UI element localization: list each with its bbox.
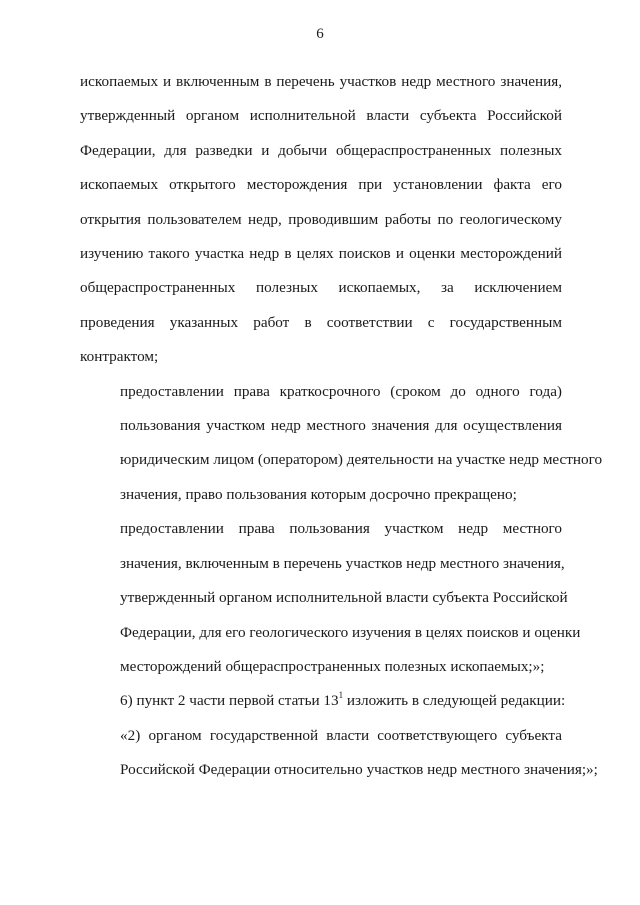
text-line: пользования участком недр местного значения для осуществления: [120, 417, 562, 435]
text-line: месторождений общераспространенных полезных ископаемых;»;: [120, 657, 545, 675]
paragraph-new-wording: [80, 719, 598, 788]
text-line: значения, включенным в перечень участков недр местного значения,: [120, 554, 565, 572]
paragraph-continuation: [80, 65, 562, 375]
text-line: Российской Федерации относительно участков недр местного значения;»;: [120, 761, 598, 779]
page-number: 6: [316, 26, 324, 42]
amendment-text: 6) пункт 2 части первой статьи 13: [120, 692, 339, 710]
text-line: утвержденный органом исполнительной власти субъекта Российской: [80, 107, 562, 125]
text-line: открытия пользователем недр, проводившим работы по геологическому: [80, 210, 562, 228]
text-line: ископаемых открытого месторождения при установлении факта его: [80, 176, 562, 194]
article-superscript: 1: [338, 690, 344, 701]
text-line: ископаемых и включенным в перечень участков недр местного значения,: [80, 73, 562, 90]
paragraph-amendment-item: [80, 684, 566, 718]
text-line: Федерации, для разведки и добычи общераспространенных полезных: [80, 141, 562, 159]
text-line: проведения указанных работ в соответствии с государственным: [80, 313, 562, 331]
text-line: предоставлении права пользования участком недр местного: [120, 520, 562, 538]
paragraph-short-term-right: [80, 375, 603, 513]
text-line: значения, право пользования которым досрочно прекращено;: [120, 485, 517, 503]
text-line: предоставлении права краткосрочного (сроком до одного года): [120, 382, 562, 400]
paragraph-usage-right: [80, 512, 581, 684]
text-line: [80, 684, 566, 718]
text-line: «2) органом государственной власти соответствующего субъекта: [120, 726, 562, 744]
text-line: юридическим лицом (оператором) деятельности на участке недр местного: [120, 451, 603, 469]
text-line: изучению такого участка недр в целях поисков и оценки месторождений: [80, 245, 562, 263]
text-line: общераспространенных полезных ископаемых, за исключением: [80, 279, 562, 297]
document-body: [80, 65, 603, 788]
text-line: контрактом;: [80, 348, 159, 366]
text-line: утвержденный органом исполнительной власти субъекта Российской: [120, 589, 568, 607]
amendment-text-end: изложить в следующей редакции:: [343, 692, 566, 710]
text-line: Федерации, для его геологического изучения в целях поисков и оценки: [120, 623, 581, 641]
